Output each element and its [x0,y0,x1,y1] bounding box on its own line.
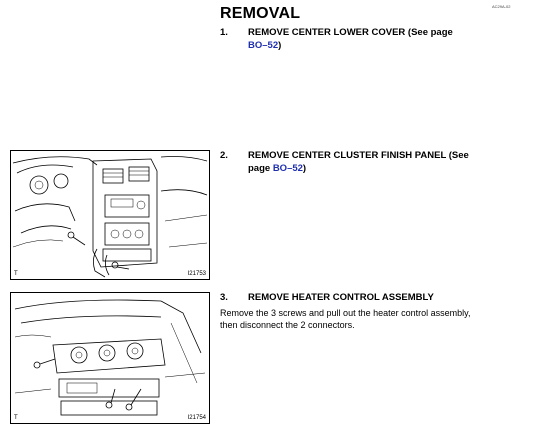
step-2-text: REMOVE CENTER CLUSTER FINISH PANEL (See [248,150,469,161]
figure-heater-control [10,292,210,424]
step-3-description-line-2: then disconnect the 2 connectors. [220,320,355,330]
step-3 [220,291,526,304]
step-3-description [220,307,526,331]
step-3-text: REMOVE HEATER CONTROL ASSEMBLY [248,292,434,303]
step-2-ref-link[interactable]: BO–52 [272,163,303,174]
step-1-ref-link[interactable]: BO–52 [248,40,279,51]
figure-center-cluster [10,150,210,280]
figure-1-code: I21753 [187,271,206,277]
section-heading: REMOVAL [220,5,301,22]
step-2-ref-prefix: page [248,163,273,174]
step-3-description-line-1: Remove the 3 screws and pull out the heater control assembly, [220,308,471,318]
figure-2-corner-label: T [14,415,18,421]
step-1-number: 1. [220,27,228,38]
step-3-number: 3. [220,292,228,303]
step-2-number: 2. [220,150,228,161]
dashboard-illustration-2 [11,293,209,423]
figure-2-code: I21754 [187,415,206,421]
page-code: AC29A-02 [492,4,511,9]
figure-1-corner-label: T [14,271,18,277]
dashboard-illustration-1 [11,151,209,279]
step-1 [220,26,526,52]
step-1-ref-suffix: ) [278,40,282,51]
step-1-text: REMOVE CENTER LOWER COVER (See page [248,27,453,38]
step-2-ref-suffix: ) [302,163,307,174]
step-2 [220,149,526,175]
